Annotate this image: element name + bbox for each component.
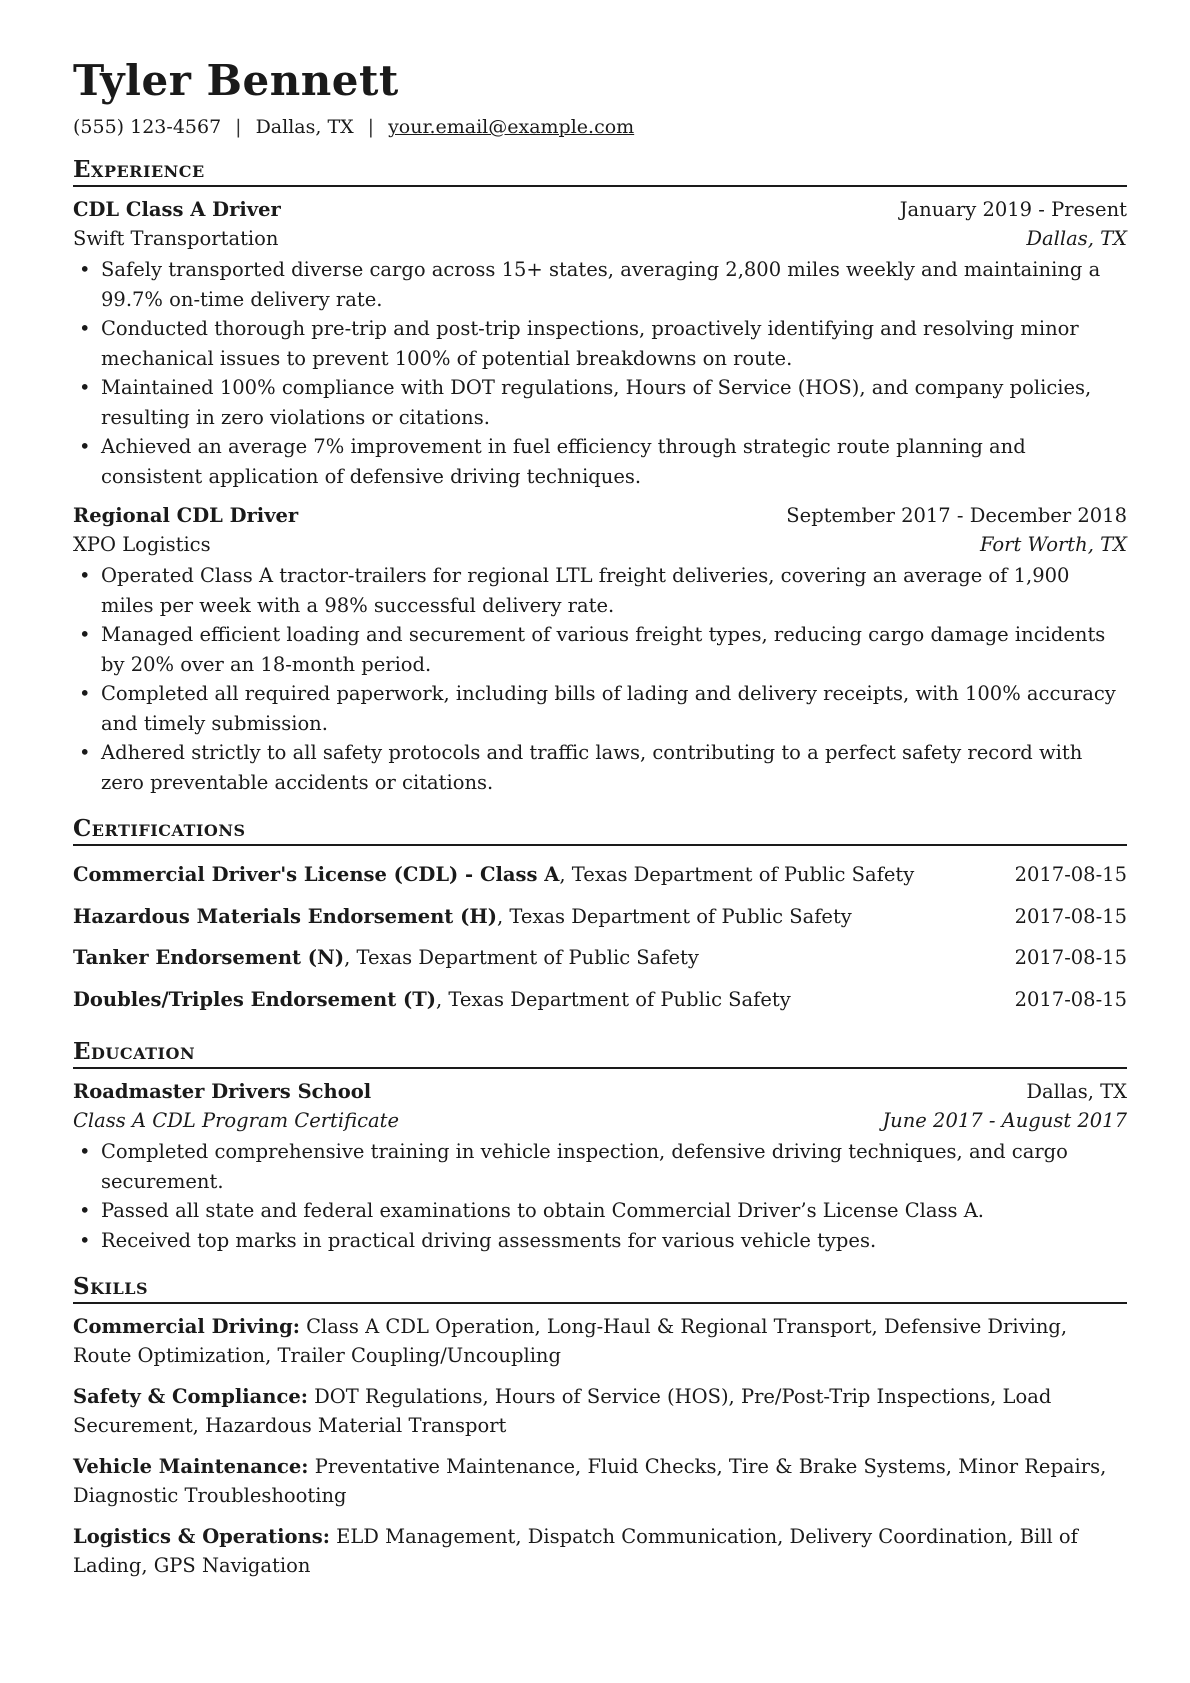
certification-item xyxy=(73,896,1127,938)
list-item: • Completed comprehensive training in vehicle inspection, defensive driving techniques, and cargo securement. xyxy=(73,1137,1127,1196)
list-item: • Completed all required paperwork, including bills of lading and delivery receipts, with 100% accuracy and timely submission. xyxy=(73,679,1127,738)
skill-value: DOT Regulations, Hours of Service (HOS), Pre/Post-Trip Inspections, Load Securement, Hazardous Material Transport xyxy=(73,1385,1052,1438)
skill-item xyxy=(73,1382,1127,1440)
job-location: Dallas, TX xyxy=(1026,227,1127,251)
list-item: • Operated Class A tractor-trailers for regional LTL freight deliveries, covering an average of 1,900 miles per week with a 98% successful delivery rate. xyxy=(73,561,1127,620)
certification-name: Hazardous Materials Endorsement (H) xyxy=(73,904,497,928)
list-item: • Managed efficient loading and securement of various freight types, reducing cargo damage incidents by 20% over an 18-month period. xyxy=(73,620,1127,679)
skill-value: Preventative Maintenance, Fluid Checks, Tire & Brake Systems, Minor Repairs, Diagnostic Troubleshooting xyxy=(73,1455,1107,1508)
job-entry xyxy=(73,195,1127,491)
certification-issuer: , Texas Department of Public Safety xyxy=(435,987,791,1011)
program-name: Class A CDL Program Certificate xyxy=(73,1109,400,1133)
certification-name: Tanker Endorsement (N) xyxy=(73,946,345,970)
job-company: Swift Transportation xyxy=(73,227,279,251)
job-bullets xyxy=(73,561,1127,797)
certification-date: 2017-08-15 xyxy=(1014,904,1127,928)
skill-value: Class A CDL Operation, Long-Haul & Regional Transport, Defensive Driving, Route Optimization, Trailer Coupling/Uncoupling xyxy=(73,1315,1068,1368)
school-location: Dallas, TX xyxy=(1026,1080,1127,1104)
section-title-certifications: Certifications xyxy=(73,815,1127,846)
location: Dallas, TX xyxy=(255,116,354,139)
certification-date: 2017-08-15 xyxy=(1014,863,1127,887)
certification-date: 2017-08-15 xyxy=(1014,946,1127,970)
skill-value: ELD Management, Dispatch Communication, Delivery Coordination, Bill of Lading, GPS Navigation xyxy=(73,1525,1078,1578)
job-role: CDL Class A Driver xyxy=(73,198,281,222)
skill-label: Vehicle Maintenance: xyxy=(73,1455,309,1479)
job-dates: January 2019 - Present xyxy=(899,198,1127,222)
job-role: Regional CDL Driver xyxy=(73,504,299,528)
certification-issuer: , Texas Department of Public Safety xyxy=(559,863,915,887)
job-location: Fort Worth, TX xyxy=(979,533,1127,557)
skill-item xyxy=(73,1522,1127,1580)
job-company: XPO Logistics xyxy=(73,533,211,557)
skill-label: Logistics & Operations: xyxy=(73,1525,330,1549)
list-item: • Conducted thorough pre-trip and post-trip inspections, proactively identifying and resolving minor mechanical issues to prevent 100% of potential breakdowns on route. xyxy=(73,314,1127,373)
school-name: Roadmaster Drivers School xyxy=(73,1080,372,1104)
section-title-experience: Experience xyxy=(73,156,1127,187)
job-entry xyxy=(73,501,1127,797)
education-entry xyxy=(73,1077,1127,1255)
contact-line xyxy=(73,116,1127,138)
resume-page xyxy=(73,58,1127,1592)
certification-list xyxy=(73,854,1127,1020)
certification-item xyxy=(73,854,1127,896)
list-item: • Adhered strictly to all safety protocols and traffic laws, contributing to a perfect safety record with zero preventable accidents or citations. xyxy=(73,738,1127,797)
list-item: • Achieved an average 7% improvement in fuel efficiency through strategic route planning and consistent application of defensive driving techniques. xyxy=(73,432,1127,491)
contact-separator: | xyxy=(235,116,242,139)
certification-issuer: , Texas Department of Public Safety xyxy=(496,904,852,928)
certification-issuer: , Texas Department of Public Safety xyxy=(344,946,699,970)
list-item: • Passed all state and federal examinations to obtain Commercial Driver’s License Class A. xyxy=(73,1196,1127,1226)
phone-number: (555) 123-4567 xyxy=(73,116,222,139)
section-title-education: Education xyxy=(73,1038,1127,1069)
skill-item xyxy=(73,1452,1127,1510)
skills-list xyxy=(73,1312,1127,1580)
education-bullets xyxy=(73,1137,1127,1255)
list-item: • Safely transported diverse cargo across 15+ states, averaging 2,800 miles weekly and maintaining a 99.7% on-time delivery rate. xyxy=(73,255,1127,314)
education-dates: June 2017 - August 2017 xyxy=(882,1109,1127,1133)
email-link[interactable]: your.email@example.com xyxy=(388,116,635,139)
certification-name: Doubles/Triples Endorsement (T) xyxy=(73,987,436,1011)
candidate-name: Tyler Bennett xyxy=(73,56,399,105)
certification-item xyxy=(73,979,1127,1021)
job-bullets xyxy=(73,255,1127,491)
skill-item xyxy=(73,1312,1127,1370)
certification-item xyxy=(73,937,1127,979)
certification-name: Commercial Driver's License (CDL) - Class A xyxy=(73,863,560,887)
skill-label: Commercial Driving: xyxy=(73,1315,300,1339)
skill-label: Safety & Compliance: xyxy=(73,1385,308,1409)
section-title-skills: Skills xyxy=(73,1273,1127,1304)
list-item: • Received top marks in practical driving assessments for various vehicle types. xyxy=(73,1226,1127,1256)
certification-date: 2017-08-15 xyxy=(1014,987,1127,1011)
contact-separator: | xyxy=(367,116,375,139)
job-dates: September 2017 - December 2018 xyxy=(786,504,1127,528)
list-item: • Maintained 100% compliance with DOT regulations, Hours of Service (HOS), and company policies, resulting in zero violations or citations. xyxy=(73,373,1127,432)
